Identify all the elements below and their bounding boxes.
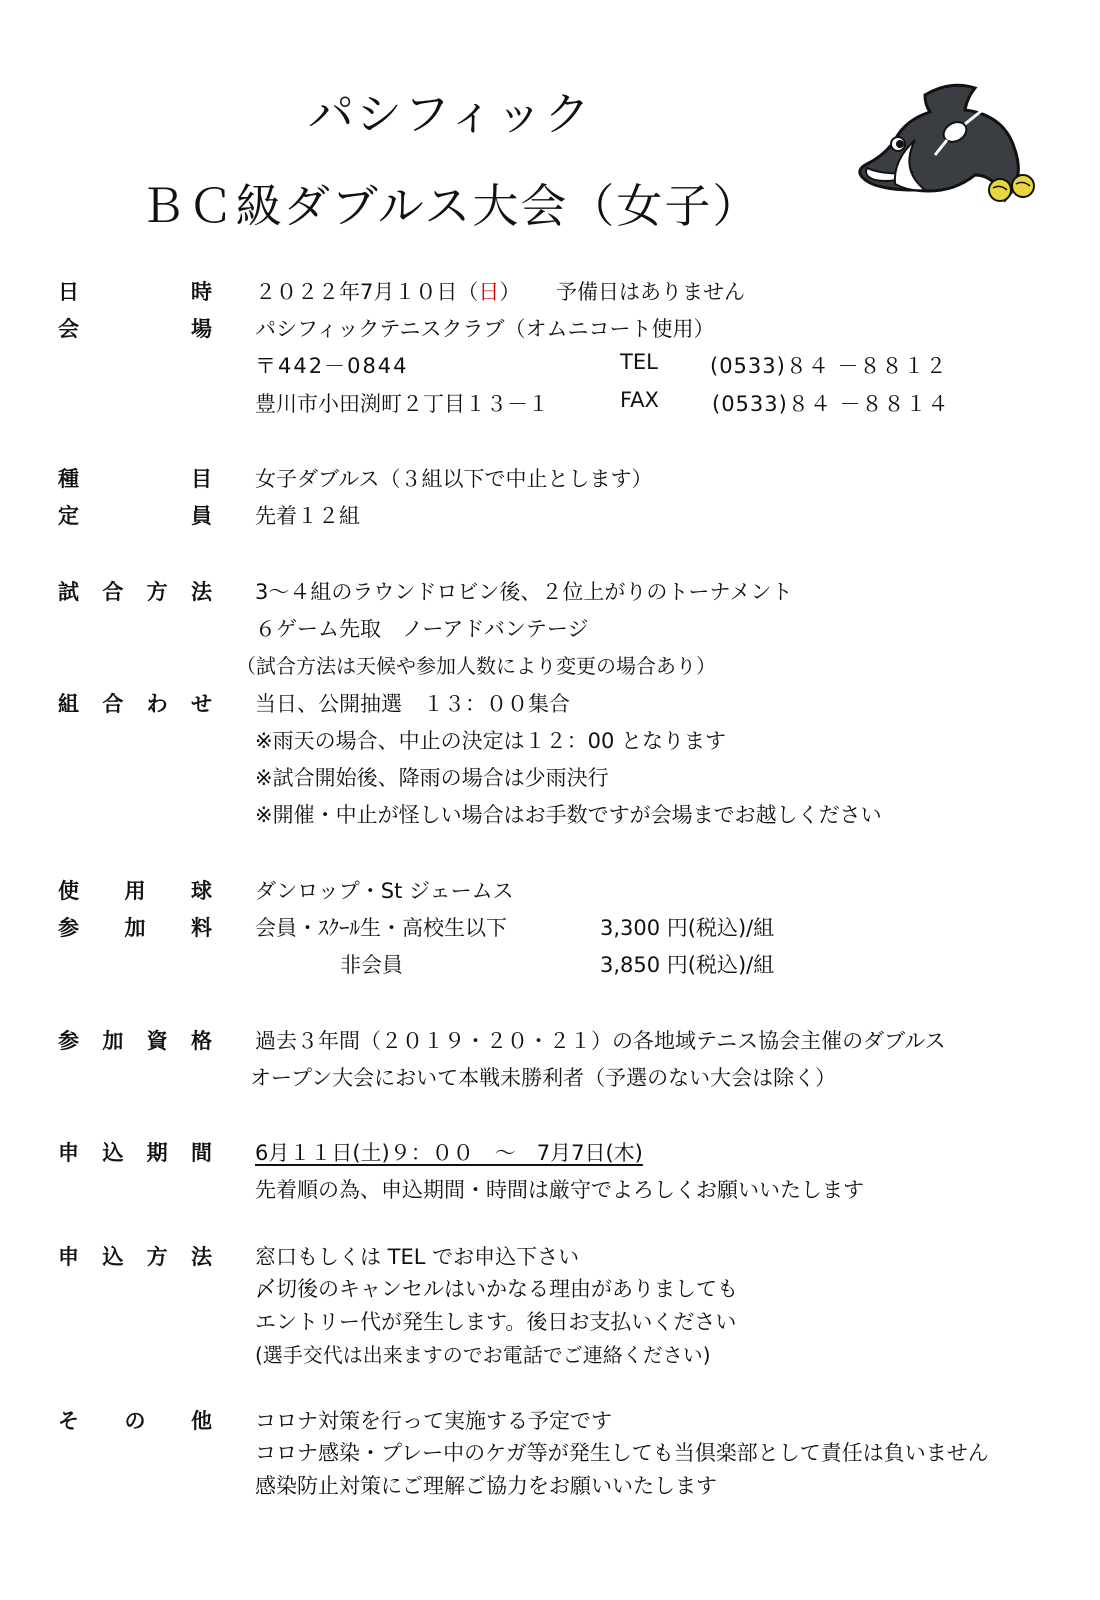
eligibility-line1: 過去３年間（２０１９・２０・２１）の各地域テニス協会主催のダブルス bbox=[255, 1029, 946, 1053]
date-rain-note: 予備日はありません bbox=[556, 280, 745, 304]
method-line3: エントリー代が発生します。後日お支払いください bbox=[255, 1310, 737, 1334]
label-venue: 会 場 bbox=[58, 317, 212, 341]
eligibility-line2: オープン大会において本戦未勝利者（予選のない大会は除く） bbox=[250, 1066, 837, 1090]
venue-name: パシフィックテニスクラブ（オムニコート使用） bbox=[255, 317, 715, 341]
fee-nonmember-label: 非会員 bbox=[340, 953, 403, 977]
period-note: 先着順の為、申込期間・時間は厳守でよろしくお願いいたします bbox=[255, 1178, 864, 1202]
venue-postal: 〒442－0844 bbox=[255, 354, 409, 378]
tel-label: TEL bbox=[620, 350, 658, 374]
other-line1: コロナ対策を行って実施する予定です bbox=[255, 1409, 612, 1433]
other-line3: 感染防止対策にご理解ご協力をお願いいたします bbox=[255, 1474, 717, 1498]
venue-address: 豊川市小田渕町２丁目１３－１ bbox=[255, 392, 549, 416]
fee-member-price: 3,300 円(税込)/組 bbox=[600, 916, 775, 940]
method-line2: 〆切後のキャンセルはいかなる理由がありましても bbox=[255, 1277, 738, 1301]
label-fee: 参 加 料 bbox=[58, 916, 212, 940]
date-text: ２０２２年7月１０日（日） bbox=[255, 280, 521, 304]
draw-line2: ※雨天の場合、中止の決定は１２：00 となります bbox=[255, 729, 726, 753]
label-ball: 使 用 球 bbox=[58, 879, 212, 903]
fee-nonmember-price: 3,850 円(税込)/組 bbox=[600, 953, 775, 977]
event-text: 女子ダブルス（３組以下で中止とします） bbox=[255, 467, 653, 491]
fax-label: FAX bbox=[620, 388, 659, 412]
method-line1: 窓口もしくは TEL でお申込下さい bbox=[255, 1245, 580, 1269]
title-line2: ＢＣ級ダブルス大会（女子） bbox=[139, 179, 761, 233]
label-period: 申 込 期 間 bbox=[58, 1141, 212, 1165]
label-capacity: 定 員 bbox=[58, 504, 212, 528]
draw-line1: 当日、公開抽選 １３：００集合 bbox=[255, 692, 570, 716]
format-line1: 3～４組のラウンドロビン後、２位上がりのトーナメント bbox=[255, 580, 793, 604]
label-method: 申 込 方 法 bbox=[58, 1245, 212, 1269]
other-line2: コロナ感染・プレー中のケガ等が発生しても当倶楽部として責任は負いません bbox=[255, 1441, 989, 1465]
period-dates: 6月１１日(土)９：００ ～ 7月7日(木) bbox=[255, 1141, 643, 1165]
label-other: そ の 他 bbox=[58, 1409, 212, 1433]
format-line3: （試合方法は天候や参加人数により変更の場合あり） bbox=[236, 654, 716, 678]
capacity-text: 先着１２組 bbox=[255, 504, 360, 528]
label-event: 種 目 bbox=[58, 467, 212, 491]
draw-line4: ※開催・中止が怪しい場合はお手数ですが会場までお越しください bbox=[255, 803, 882, 827]
fax-number: (0533)８４ －８８１４ bbox=[712, 392, 950, 416]
dolphin-tennis-mascot-icon bbox=[855, 80, 1055, 220]
label-date: 日 時 bbox=[58, 280, 212, 304]
method-line4: (選手交代は出来ますのでお電話でご連絡ください) bbox=[255, 1343, 711, 1367]
tel-number: (0533)８４ －８８１２ bbox=[710, 354, 948, 378]
format-line2: ６ゲーム先取 ノーアドバンテージ bbox=[255, 617, 589, 641]
label-draw: 組 合 わ せ bbox=[58, 692, 212, 716]
ball-text: ダンロップ・St ジェームス bbox=[255, 879, 514, 903]
label-eligibility: 参 加 資 格 bbox=[58, 1029, 212, 1053]
label-format: 試 合 方 法 bbox=[58, 580, 212, 604]
date-day: 日 bbox=[478, 280, 500, 304]
title-line1: パシフィック bbox=[307, 87, 593, 141]
fee-member-label: 会員・ｽｸｰﾙ生・高校生以下 bbox=[255, 916, 507, 940]
draw-line3: ※試合開始後、降雨の場合は少雨決行 bbox=[255, 766, 609, 790]
